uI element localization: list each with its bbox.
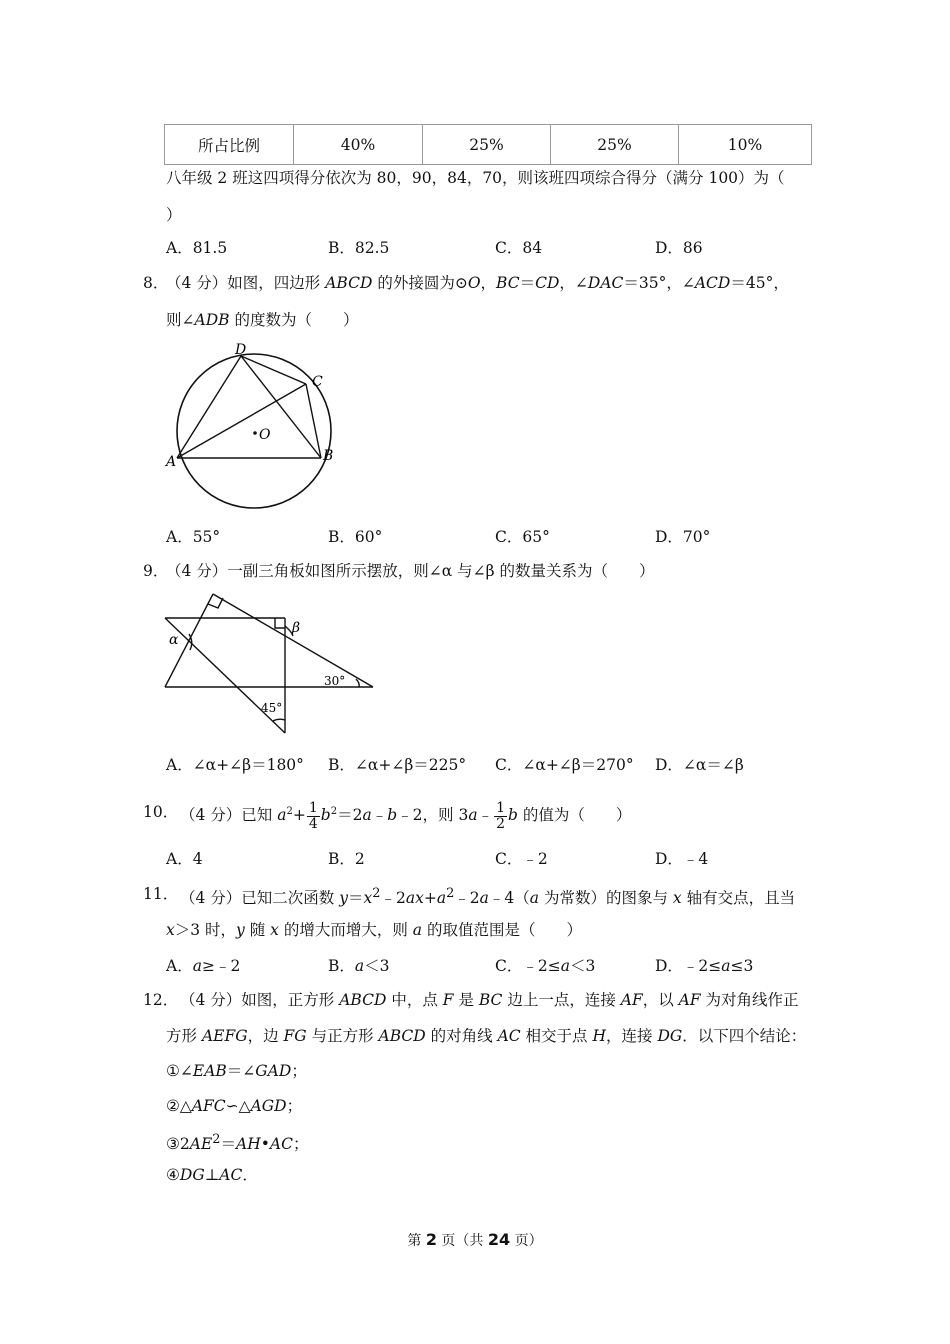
q8-stem-line1: [166, 273, 789, 293]
table-cell: 25%: [423, 125, 551, 165]
q12-conclusion-2: ②△AFC∽△AGD；: [166, 1097, 303, 1115]
q7-option-b: B．82.5: [328, 239, 390, 257]
q9-option-d: D．∠α＝∠β: [655, 756, 744, 774]
q11-option-d: D．﹣2≤a≤3: [655, 957, 754, 975]
page-total: 24: [487, 1230, 511, 1249]
label-b: B: [323, 448, 334, 464]
q8-option-d: D．70°: [655, 528, 711, 546]
text: ﹣: [371, 806, 388, 825]
fraction-one-quarter: [307, 801, 320, 832]
text: ，: [480, 274, 497, 292]
angle-30-arc: [356, 679, 359, 687]
angle-45-arc: [273, 719, 285, 721]
label-beta: β: [292, 620, 301, 636]
text: +: [292, 806, 306, 825]
label-c: C: [312, 374, 323, 390]
table-cell: 25%: [551, 125, 679, 165]
text: 页（共: [436, 1233, 488, 1249]
text: ＝45°，: [730, 274, 789, 292]
q12-conclusion-3: $③2AE^2=AH•AC$；: [166, 1132, 309, 1154]
text: ABCD: [325, 274, 373, 292]
q10-option-a: A．4: [166, 850, 203, 868]
text: 的值为（ ）: [517, 806, 632, 825]
q11-number: 11．: [143, 885, 179, 903]
text: ACD: [694, 274, 731, 292]
segment-cb: [306, 384, 321, 458]
text: ＝35°，∠: [623, 274, 695, 292]
text: ＝2: [337, 806, 363, 825]
label-a: A: [166, 454, 177, 470]
q8-option-c: C．65°: [495, 528, 550, 546]
right-angle-mark: [275, 618, 285, 628]
denominator: 2: [496, 815, 505, 832]
table-cell: 40%: [294, 125, 423, 165]
var-b: b: [387, 806, 398, 825]
q10-option-c: C．﹣2: [495, 850, 548, 868]
text: CD: [535, 274, 560, 292]
q7-option-d: D．86: [655, 239, 703, 257]
text: ＝: [519, 274, 536, 292]
text: BC: [496, 274, 520, 292]
text: 页）: [510, 1233, 543, 1249]
q12-conclusion-1: ①∠EAB＝∠GAD；: [166, 1062, 307, 1080]
q9-number: 9．: [143, 562, 169, 580]
text: ADB: [194, 311, 230, 329]
segment-ad: [177, 356, 241, 458]
var-a: a: [468, 806, 478, 825]
text: ﹣: [477, 806, 494, 825]
q7-option-c: C．84: [495, 239, 543, 257]
label-30deg: 30°: [324, 674, 346, 688]
text: 的外接圆为⊙: [372, 274, 468, 292]
var-b: b: [320, 806, 331, 825]
table-cell-label: 所占比例: [165, 125, 294, 165]
q11-stem-line1: （4 分）已知二次函数 $y=x^2﹣2ax+a^2﹣2a﹣4(a$ 为常数）的图象与 x 轴有交点，且当: [180, 886, 796, 908]
text: ，∠: [559, 274, 588, 292]
segment-db: [241, 356, 321, 458]
center-dot: [253, 431, 257, 435]
q11-option-c: C．﹣2≤a＜3: [495, 957, 596, 975]
numerator: 1: [308, 799, 318, 816]
q10-number: 10．: [143, 803, 179, 821]
text: O: [467, 274, 481, 292]
label-d: D: [235, 342, 247, 358]
q10-option-d: D．﹣4: [655, 850, 709, 868]
q12-number: 12．: [143, 991, 179, 1009]
q9-option-b: B．∠α+∠β＝225°: [328, 756, 467, 774]
q12-stem-line2: 方形 AEFG，边 FG 与正方形 ABCD 的对角线 AC 相交于点 H，连接 DG．以下四个结论：: [166, 1027, 807, 1045]
q7-stem-line1: 八年级 2 班这四项得分依次为 80，90，84，70，则该班四项综合得分（满分 100）为（: [166, 169, 785, 187]
fraction-one-half: [494, 801, 507, 832]
q10-option-b: B．2: [328, 850, 365, 868]
exponent: 2: [286, 806, 293, 817]
denominator: 4: [308, 815, 318, 832]
page-number: 2: [425, 1230, 437, 1249]
segment-ac: [177, 384, 306, 458]
q7-option-a: A．81.5: [166, 239, 228, 257]
text: 的度数为（ ）: [229, 311, 359, 329]
var-a: a: [277, 806, 287, 825]
q8-figure-circle: [160, 338, 350, 518]
q9-option-a: A．∠α+∠β＝180°: [166, 756, 304, 774]
q8-option-b: B．60°: [328, 528, 383, 546]
q11-option-b: B．a＜3: [328, 957, 390, 975]
table-cell: 10%: [679, 125, 812, 165]
exponent: 2: [330, 806, 338, 817]
label-o: O: [259, 427, 271, 443]
q10-stem: [180, 789, 631, 838]
page-footer: [0, 1230, 950, 1250]
var-a: a: [362, 806, 372, 825]
q11-option-a: A．a≥﹣2: [166, 957, 241, 975]
text: （4 分）如图，四边形: [166, 274, 326, 292]
text: 第: [407, 1233, 426, 1249]
q8-number: 8．: [143, 274, 169, 292]
ratio-table: [164, 124, 812, 165]
text: 则∠: [166, 311, 195, 329]
var-b: b: [508, 806, 518, 825]
q9-figure-set-squares: [160, 590, 380, 740]
text: （4 分）已知: [180, 806, 278, 825]
segment: [165, 618, 285, 733]
label-alpha: α: [169, 632, 179, 648]
q8-stem-line2: [166, 310, 358, 330]
q9-stem: （4 分）一副三角板如图所示摆放，则∠α 与∠β 的数量关系为（ ）: [166, 562, 655, 580]
q11-stem-line2: x＞3 时，y 随 x 的增大而增大，则 a 的取值范围是（ ）: [166, 921, 582, 939]
q12-conclusion-4: ④DG⊥AC．: [166, 1166, 258, 1184]
segment: [213, 594, 373, 687]
q8-option-a: A．55°: [166, 528, 221, 546]
q7-stem-line2: ）: [166, 206, 182, 224]
circle-o: [177, 354, 334, 508]
numerator: 1: [496, 799, 505, 816]
table-row: [165, 125, 812, 165]
label-45deg: 45°: [261, 701, 283, 715]
q9-option-c: C．∠α+∠β＝270°: [495, 756, 634, 774]
segment-dc: [241, 356, 306, 384]
text: ﹣2，则 3: [397, 806, 469, 825]
q12-stem-line1: （4 分）如图，正方形 ABCD 中，点 F 是 BC 边上一点，连接 AF，以 AF 为对角线作正: [180, 991, 799, 1009]
text: DAC: [587, 274, 624, 292]
